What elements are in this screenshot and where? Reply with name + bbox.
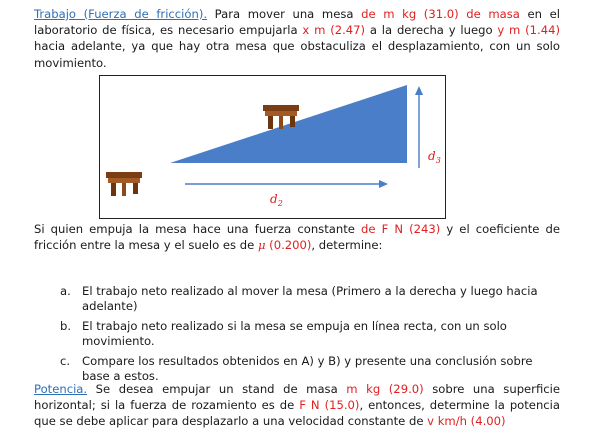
problem-1-statement [34, 6, 560, 71]
mu-symbol: μ [257, 238, 266, 253]
problem-2-text-b: sobre una superficie horizontal; si la fuerza de rozamiento es de [34, 382, 560, 413]
conditions-text-a: Si quien empuja la mesa hace una fuerza constante [34, 222, 361, 236]
distance-forward-value: y m (1.44) [497, 23, 561, 38]
friction-force-value: F N (15.0) [299, 398, 360, 413]
problem-1-text-b: en el laboratorio de física, es necesario empujarla [34, 7, 560, 38]
question-a-text: El trabajo neto realizado al mover la mesa (Primero a la derecha y luego hacia adelante) [82, 284, 538, 314]
question-a [60, 284, 540, 315]
question-b-text: El trabajo neto realizado si la mesa se empuja en línea recta, con un solo movimiento. [82, 318, 507, 349]
question-c [60, 354, 540, 385]
problem-2-statement [34, 381, 560, 430]
d3-arrow-head [415, 86, 423, 95]
stand-mass-value: m kg (29.0) [346, 382, 424, 396]
problem-1-conditions [34, 221, 560, 253]
mass-value: de m kg (31.0) de masa [361, 7, 520, 21]
force-value: de F N (243) [360, 222, 441, 236]
question-b-marker: b. [60, 318, 72, 333]
problem-2-text-a: Se desea empujar un stand de masa [87, 382, 347, 396]
problem-1-text-c: a la derecha y luego [365, 23, 498, 38]
mu-value: (0.200) [265, 238, 312, 253]
conditions-text-c: , determine: [311, 238, 383, 253]
distance-right-value: x m (2.47) [302, 23, 366, 38]
table-on-floor-icon [106, 172, 142, 196]
problem-2-title-link[interactable]: Potencia. [34, 382, 88, 396]
question-c-text: Compare los resultados obtenidos en A) y B) y presente una conclusión sobre base a estos. [82, 353, 533, 384]
question-c-marker: c. [60, 353, 71, 368]
question-a-marker: a. [60, 284, 71, 298]
problem-2-text-c: , entonces, determine la potencia que se debe aplicar para desplazarlo a una velocidad constante de [34, 398, 560, 429]
label-d3: $d_3$ [428, 149, 441, 165]
velocity-value: v km/h (4.00) [427, 414, 506, 429]
table-on-ramp-icon [263, 105, 299, 129]
question-b [60, 319, 540, 350]
conditions-text-b: y el coeficiente de fricción entre la mesa y el suelo es de [34, 222, 560, 253]
problem-1-title-link[interactable]: Trabajo (Fuerza de fricción). [34, 7, 208, 21]
question-list [60, 284, 540, 388]
d2-arrow-head [379, 180, 388, 188]
problem-1-text-a: Para mover una mesa [207, 7, 362, 21]
label-d2: $d_2$ [270, 192, 283, 208]
table-displacement-figure [99, 75, 446, 219]
ramp-triangle [170, 85, 407, 163]
problem-1-text-d: hacia adelante, ya que hay otra mesa que obstaculiza el desplazamiento, con un solo movimiento. [34, 39, 560, 70]
